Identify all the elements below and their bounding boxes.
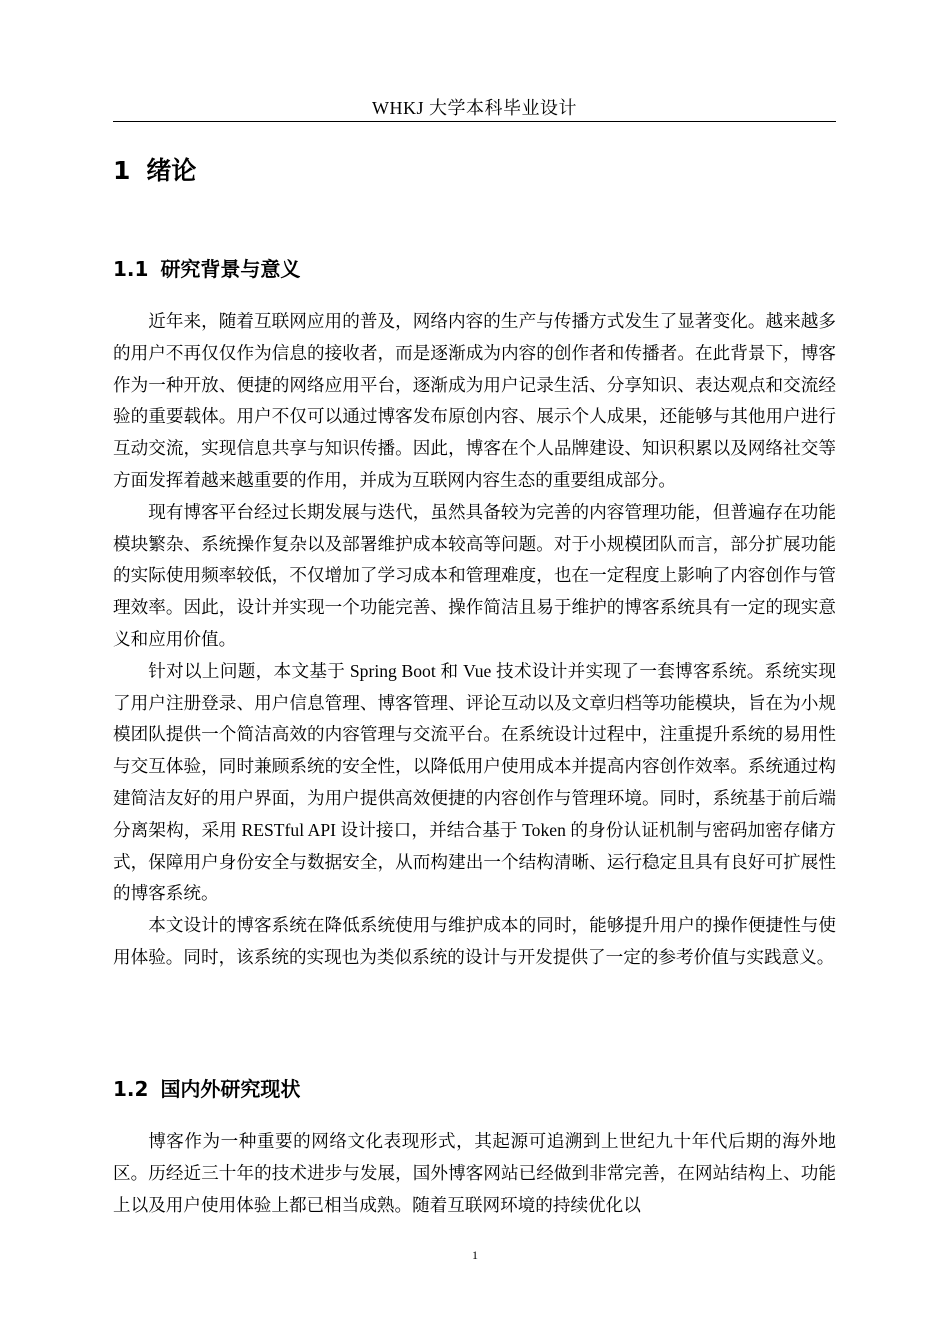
section-1-1-body xyxy=(113,306,836,974)
page-number: 1 xyxy=(472,1248,478,1262)
chapter-number: 1 xyxy=(113,156,131,185)
header-rule xyxy=(113,121,836,122)
paragraph: 本文设计的博客系统在降低系统使用与维护成本的同时，能够提升用户的操作便捷性与使用体验。同时，该系统的实现也为类似系统的设计与开发提供了一定的参考价值与实践意义。 xyxy=(113,915,836,967)
section-number: 1.2 xyxy=(113,1077,149,1101)
section-title: 国内外研究现状 xyxy=(160,1077,301,1101)
paragraph: 针对以上问题，本文基于 Spring Boot 和 Vue 技术设计并实现了一套博客系统。系统实现了用户注册登录、用户信息管理、博客管理、评论互动以及文章归档等功能模块，旨在为小规模团队提供一个简洁高效的内容管理与交流平台。在系统设计过程中，注重提升系统的易用性与交互体验，同时兼顾系统的安全性，以降低用户使用成本并提高内容创作效率。系统通过构建简洁友好的用户界面，为用户提供高效便捷的内容创作与管理环境。同时，系统基于前后端分离架构，采用 RESTful API 设计接口，并结合基于 Token 的身份认证机制与密码加密存储方式，保障用户身份安全与数据安全，从而构建出一个结构清晰、运行稳定且具有良好可扩展性的博客系统。 xyxy=(113,660,836,904)
section-1-2-body xyxy=(113,1126,836,1221)
paragraph: 近年来，随着互联网应用的普及，网络内容的生产与传播方式发生了显著变化。越来越多的用户不再仅仅作为信息的接收者，而是逐渐成为内容的创作者和传播者。在此背景下，博客作为一种开放、便捷的网络应用平台，逐渐成为用户记录生活、分享知识、表达观点和交流经验的重要载体。用户不仅可以通过博客发布原创内容、展示个人成果，还能够与其他用户进行互动交流，实现信息共享与知识传播。因此，博客在个人品牌建设、知识积累以及网络社交等方面发挥着越来越重要的作用，并成为互联网内容生态的重要组成部分。 xyxy=(113,311,836,490)
section-number: 1.1 xyxy=(113,257,149,281)
chapter-title: 绪论 xyxy=(146,156,197,185)
running-header: WHKJ 大学本科毕业设计 xyxy=(372,98,577,118)
paragraph: 博客作为一种重要的网络文化表现形式，其起源可追溯到上世纪九十年代后期的海外地区。历经近三十年的技术进步与发展，国外博客网站已经做到非常完善，在网站结构上、功能上以及用户使用体验上都已相当成熟。随着互联网环境的持续优化以 xyxy=(113,1131,836,1215)
chapter-heading xyxy=(113,154,196,188)
section-heading-1-2 xyxy=(113,1074,300,1104)
section-title: 研究背景与意义 xyxy=(160,257,301,281)
paragraph: 现有博客平台经过长期发展与迭代，虽然具备较为完善的内容管理功能，但普遍存在功能模块繁杂、系统操作复杂以及部署维护成本较高等问题。对于小规模团队而言，部分扩展功能的实际使用频率较低，不仅增加了学习成本和管理难度，也在一定程度上影响了内容创作与管理效率。因此，设计并实现一个功能完善、操作简洁且易于维护的博客系统具有一定的现实意义和应用价值。 xyxy=(113,501,836,649)
section-heading-1-1 xyxy=(113,254,300,284)
